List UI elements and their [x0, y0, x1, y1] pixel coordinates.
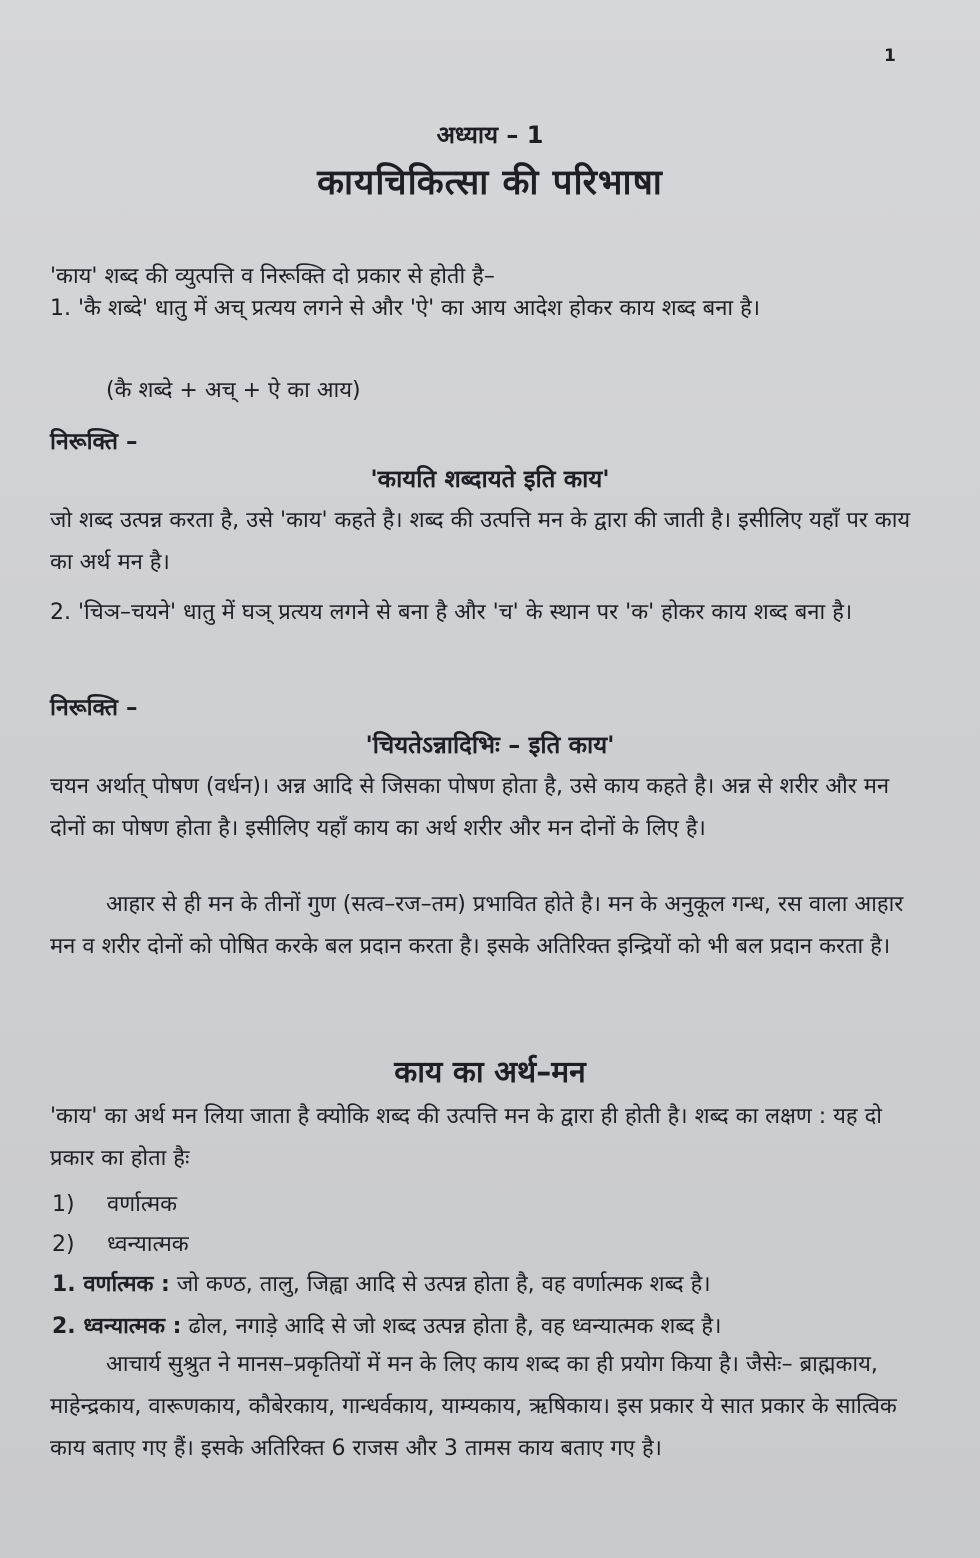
definition-text: जो कण्ठ, तालु, जिह्वा आदि से उत्पन्न होता है, वह वर्णात्मक शब्द है। [169, 1272, 711, 1297]
list-item [52, 1188, 177, 1218]
paragraph-4: 'काय' का अर्थ मन लिया जाता है क्योकि शब्द की उत्पत्ति मन के द्वारा ही होती है। शब्द का लक्षण : यह दो प्रकार का होता हैः [50, 1104, 882, 1171]
chapter-title: कायचिकित्सा की परिभाषा [317, 163, 663, 203]
list-number: 2) [52, 1232, 75, 1257]
nirukti-label-2: निरूक्ति – [50, 695, 138, 721]
list-text: ध्वन्यात्मक [107, 1232, 189, 1257]
sloka-2: 'चियतेऽन्नादिभिः – इति काय' [365, 731, 615, 759]
definition-term: 1. वर्णात्मक : [52, 1272, 170, 1297]
paragraph-5: आचार्य सुश्रुत ने मानस–प्रकृतियों में मन के लिए काय शब्द का ही प्रयोग किया है। जैसेः– ब्राह्मकाय, माहेन्द्रकाय, वारूणकाय, कौबेरकाय, गान्धर्वकाय, याम्यकाय, ऋषिकाय। इस प्रकार ये सात प्रकार के सात्विक काय बताए गए हैं। इसके अतिरिक्त 6 राजस और 3 तामस काय बताए गए है। [50, 1352, 897, 1461]
point-1-formula: (कै शब्दे + अच् + ऐ का आय) [106, 378, 361, 403]
sloka-1: 'कायति शब्दायते इति काय' [370, 465, 610, 493]
chapter-label: अध्याय – 1 [436, 121, 544, 149]
paragraph-3: आहार से ही मन के तीनों गुण (सत्व–रज–तम) प्रभावित होते है। मन के अनुकूल गन्ध, रस वाला आहार मन व शरीर दोनों को पोषित करके बल प्रदान करता है। इसके अतिरिक्त इन्द्रियों को भी बल प्रदान करता है। [50, 892, 904, 959]
paragraph-1: जो शब्द उत्पन्न करता है, उसे 'काय' कहते है। शब्द की उत्पत्ति मन के द्वारा की जाती है। इसीलिए यहाँ पर काय का अर्थ मन है। [50, 508, 911, 575]
list-text: वर्णात्मक [107, 1192, 178, 1217]
point-1: 1. 'कै शब्दे' धातु में अच् प्रत्यय लगने से और 'ऐ' का आय आदेश होकर काय शब्द बना है। [50, 296, 761, 321]
nirukti-label-1: निरूक्ति – [50, 429, 138, 455]
list-number: 1) [52, 1192, 75, 1217]
definition-text: ढोल, नगाड़े आदि से जो शब्द उत्पन्न होता है, वह ध्वन्यात्मक शब्द है। [181, 1314, 722, 1339]
definition-term: 2. ध्वन्यात्मक : [52, 1314, 182, 1339]
paragraph-2: चयन अर्थात् पोषण (वर्धन)। अन्न आदि से जिसका पोषण होता है, उसे काय कहते है। अन्न से शरीर और मन दोनों का पोषण होता है। इसीलिए यहाँ काय का अर्थ शरीर और मन दोनों के लिए है। [50, 774, 890, 841]
list-item [52, 1228, 189, 1258]
definition-2 [52, 1310, 922, 1340]
intro-text: 'काय' शब्द की व्युत्पत्ति व निरूक्ति दो प्रकार से होती है– [50, 264, 495, 289]
section-heading: काय का अर्थ–मन [394, 1055, 586, 1090]
definition-1 [52, 1268, 922, 1298]
page-number: 1 [884, 46, 896, 66]
point-2: 2. 'चिञ–चयने' धातु में घञ् प्रत्यय लगने से बना है और 'च' के स्थान पर 'क' होकर काय शब्द बना है। [50, 600, 853, 625]
